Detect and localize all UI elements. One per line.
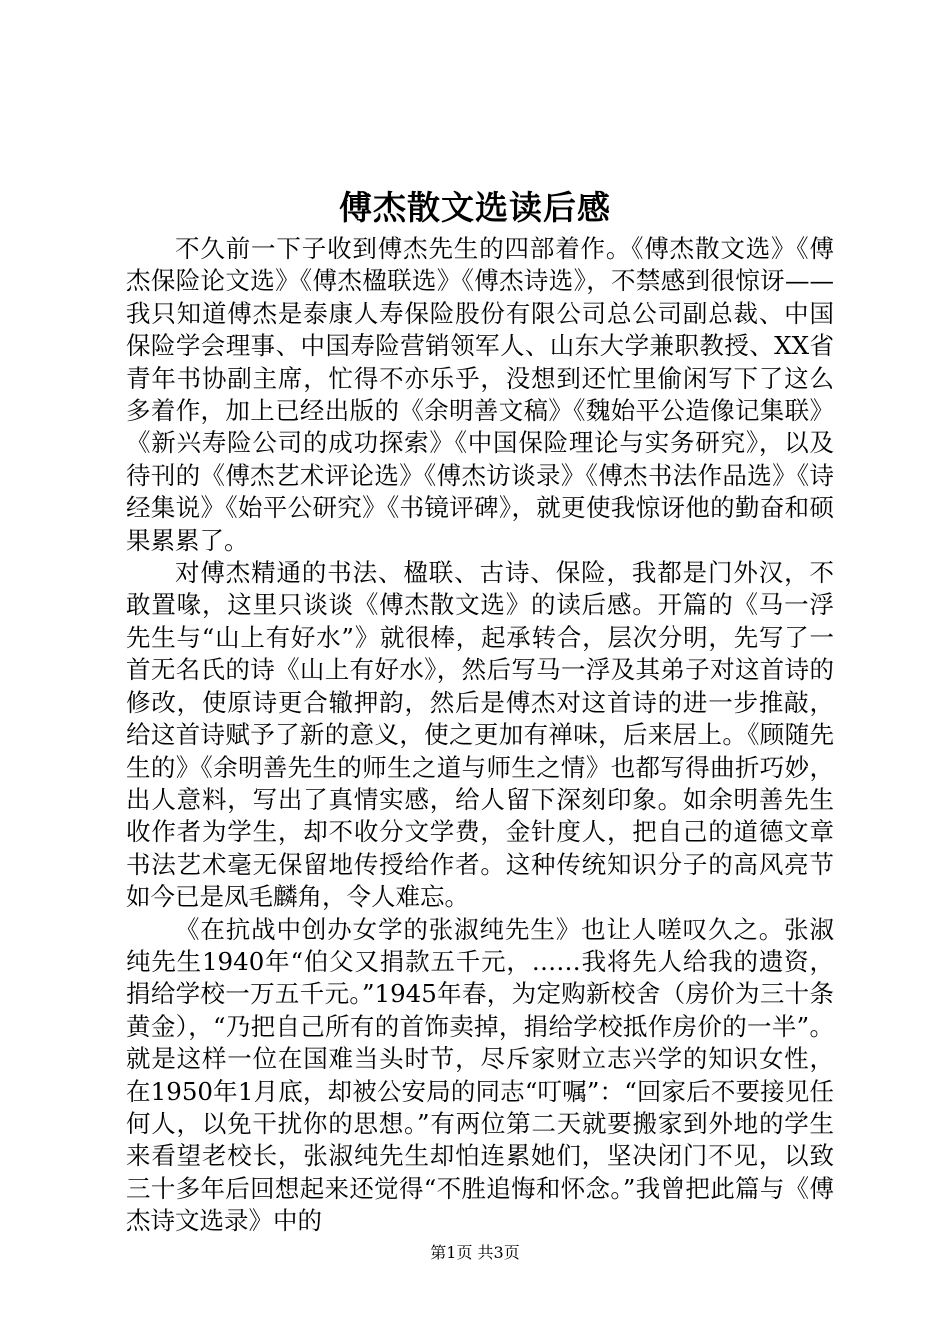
paragraph-3: 《在抗战中创办女学的张淑纯先生》也让人嗟叹久之。张淑纯先生1940年“伯父又捐款五千元，……我将先人给我的遗资，捐给学校一万五千元。”1945年春，为定购新校舍（房价为三十条黄金），“乃把自己所有的首饰卖掉，捐给学校抵作房价的一半”。就是这样一位在国难当头时节，尽斥家财立志兴学的知识女性，在1950年1月底，却被公安局的同志“叮嘱”：“回家后不要接见任何人，以免干扰你的思想。”有两位第二天就要搬家到外地的学生来看望老校长，张淑纯先生却怕连累她们，坚决闭门不见，以致三十多年后回想起来还觉得“不胜追悔和怀念。”我曾把此篇与《傅杰诗文选录》中的 <box>126 914 834 1236</box>
paragraph-1: 不久前一下子收到傅杰先生的四部着作。《傅杰散文选》《傅杰保险论文选》《傅杰楹联选》《傅杰诗选》，不禁感到很惊讶——我只知道傅杰是泰康人寿保险股份有限公司总公司副总裁、中国保险学会理事、中国寿险营销领军人、山东大学兼职教授、XX省青年书协副主席，忙得不亦乐乎，没想到还忙里偷闲写下了这么多着作，加上已经出版的《余明善文稿》《魏始平公造像记集联》《新兴寿险公司的成功探索》《中国保险理论与实务研究》，以及待刊的《傅杰艺术评论选》《傅杰访谈录》《傅杰书法作品选》《诗经集说》《始平公研究》《书镜评碑》，就更使我惊讶他的勤奋和硕果累累了。 <box>126 234 834 555</box>
document-body <box>126 233 834 1238</box>
page-footer: 第1页 共3页 <box>430 1243 520 1262</box>
document-title: 傅杰散文选读后感 <box>339 188 611 227</box>
paragraph-2: 对傅杰精通的书法、楹联、古诗、保险，我都是门外汉，不敢置喙，这里只谈谈《傅杰散文选》的读后感。开篇的《马一浮先生与“山上有好水”》就很棒，起承转合，层次分明，先写了一首无名氏的诗《山上有好水》，然后写马一浮及其弟子对这首诗的修改，使原诗更合辙押韵，然后是傅杰对这首诗的进一步推敲，给这首诗赋予了新的意义，使之更加有禅味，后来居上。《顾随先生的》《余明善先生的师生之道与师生之情》也都写得曲折巧妙，出人意料，写出了真情实感，给人留下深刻印象。如余明善先生收作者为学生，却不收分文学费，金针度人，把自己的道德文章书法艺术毫无保留地传授给作者。这种传统知识分子的高风亮节如今已是凤毛麟角，令人难忘。 <box>126 558 834 912</box>
